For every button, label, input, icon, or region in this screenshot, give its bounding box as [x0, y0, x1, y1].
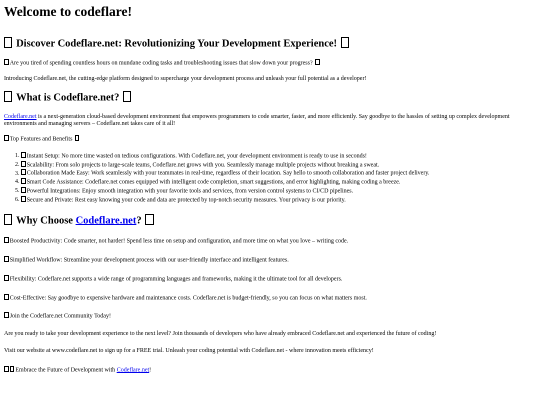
why-heading: [4, 214, 540, 227]
why-item: [4, 256, 540, 265]
why-heading-suffix: ?: [136, 215, 142, 227]
why-item: [4, 275, 540, 284]
emoji-icon: [4, 214, 12, 225]
list-item: [21, 178, 540, 187]
emoji-icon: [21, 196, 26, 202]
community-text: Join the Codeflare.net Community Today!: [9, 313, 111, 320]
cta-paragraph: Are you ready to take your development experience to the next level? Join thousands of developers who have already embraced Codeflare.net and experienced the future of coding!: [4, 330, 437, 337]
feature-text: Scalability: From solo projects to large-scale teams, Codeflare.net grows with you. Seamlessly manage multiple projects without breaking a sweat.: [26, 162, 380, 169]
codeflare-link[interactable]: Codeflare.net: [4, 113, 37, 120]
emoji-icon: [4, 59, 9, 65]
emoji-icon: [4, 294, 9, 300]
why-item: [4, 294, 540, 303]
list-item: [21, 161, 540, 170]
list-item: [21, 187, 540, 196]
why-heading-prefix: Why Choose: [16, 215, 76, 227]
embrace-prefix: Embrace the Future of Development with: [15, 367, 117, 373]
emoji-icon: [4, 275, 9, 281]
codeflare-footer-link[interactable]: Codeflare.net: [116, 367, 150, 373]
emoji-icon: [145, 214, 153, 225]
emoji-icon: [4, 366, 9, 372]
emoji-icon: [4, 135, 9, 141]
what-description: [4, 114, 540, 129]
codeflare-heading-link[interactable]: Codeflare.net: [75, 215, 137, 227]
why-item-text: Flexibility: Codeflare.net supports a wide range of programming languages and frameworks, making it the ultimate tool for all developers.: [9, 276, 343, 283]
emoji-icon: [4, 37, 12, 48]
feature-text: Smart Code Assistance: Codeflare.net comes equipped with intelligent code completion, smart suggestions, and error highlighting, making coding a breeze.: [26, 179, 401, 186]
emoji-icon: [315, 59, 320, 65]
list-item: [21, 196, 540, 205]
emoji-icon: [4, 91, 12, 102]
what-heading: [4, 91, 540, 104]
what-description-text: is a next-generation cloud-based development environment that empowers programmers to code smarter, faster, and more efficiently. Say goodbye to the hassles of setting up complex development environments and managing servers – Codeflare.net takes care of it all!: [4, 113, 510, 127]
list-item: [21, 152, 540, 161]
why-item-text: Cost-Effective: Say goodbye to expensive hardware and maintenance costs. Codeflare.net is budget-friendly, so you can focus on what matters most.: [9, 294, 367, 301]
emoji-icon: [21, 161, 26, 167]
feature-text: Secure and Private: Rest easy knowing your code and data are protected by top-notch security measures. Your privacy is our priority.: [26, 196, 346, 203]
emoji-icon: [123, 91, 131, 102]
feature-text: Powerful Integrations: Enjoy smooth integration with your favorite tools and services, from version control systems to CI/CD pipelines.: [26, 188, 354, 195]
emoji-icon: [4, 237, 9, 243]
visit-paragraph: Visit our website at www.codeflare.net to sign up for a FREE trial. Unleash your coding potential with Codeflare.net - where innovation meets efficiency!: [4, 348, 374, 355]
discover-question: [4, 59, 540, 68]
page-title: Welcome to codeflare!: [4, 4, 132, 19]
emoji-icon: [21, 178, 26, 184]
list-item: [21, 169, 540, 178]
emoji-icon: [21, 187, 26, 193]
embrace-line: [4, 366, 540, 375]
embrace-suffix: !: [149, 367, 152, 373]
why-item: [4, 237, 540, 246]
why-item-text: Simplified Workflow: Streamline your development process with our user-friendly interface and intelligent features.: [9, 257, 289, 264]
feature-text: Collaboration Made Easy: Work seamlessly with your teammates in real-time, regardless of their location. Say hello to smooth collaboration and faster project delivery.: [26, 170, 430, 177]
features-label-text: Top Features and Benefits: [9, 136, 73, 143]
emoji-icon: [21, 169, 26, 175]
discover-heading-text: Discover Codeflare.net: Revolutionizing Your Development Experience!: [16, 38, 338, 50]
emoji-icon: [75, 135, 80, 141]
emoji-icon: [4, 256, 9, 262]
features-label: [4, 135, 540, 144]
what-heading-text: What is Codeflare.net?: [16, 92, 120, 104]
features-list: [4, 152, 540, 204]
emoji-icon: [4, 312, 9, 318]
feature-text: Instant Setup: No more time wasted on tedious configurations. With Codeflare.net, your development environment is ready to use in seconds!: [26, 153, 367, 160]
community-line: [4, 312, 540, 321]
emoji-icon: [341, 37, 349, 48]
discover-heading: [4, 37, 540, 50]
why-item-text: Boosted Productivity: Code smarter, not harder! Spend less time on setup and configuration, and more time on what you love – writing code.: [9, 238, 349, 245]
discover-question-text: Are you tired of spending countless hours on mundane coding tasks and troubleshooting issues that slow down your progress?: [9, 60, 313, 67]
emoji-icon: [10, 366, 15, 372]
emoji-icon: [21, 152, 26, 158]
discover-intro: Introducing Codeflare.net, the cutting-edge platform designed to supercharge your development process and unleash your full potential as a developer!: [4, 75, 367, 82]
